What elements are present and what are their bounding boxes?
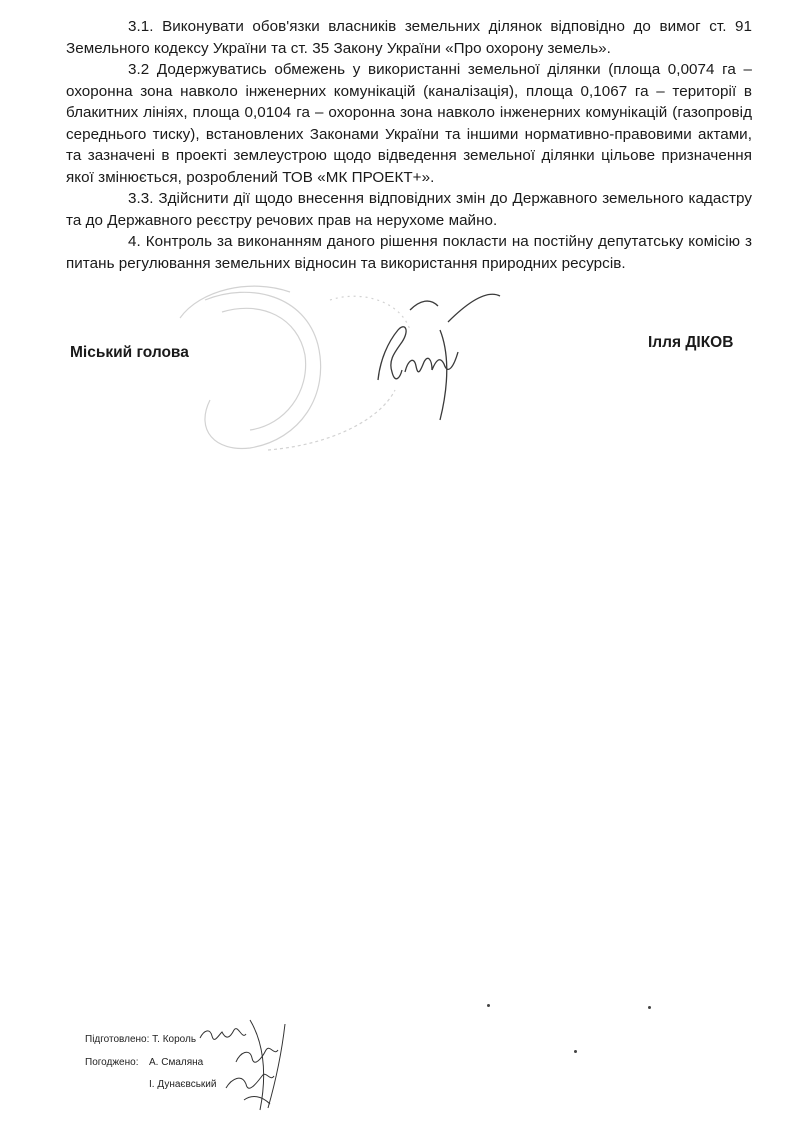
- scan-speck: [487, 1004, 490, 1007]
- footer-agreed: [85, 1057, 204, 1068]
- footer-initials: [200, 1020, 285, 1110]
- footer-agreed-second: [149, 1079, 216, 1090]
- faded-seal: [180, 286, 410, 450]
- agreed-name-2: І. Дунаєвський: [149, 1079, 217, 1090]
- signature-position: Міський голова: [70, 344, 189, 361]
- prepared-label: Підготовлено:: [85, 1034, 150, 1045]
- scan-speck: [648, 1006, 651, 1009]
- paragraph-3-2: 3.2 Додержуватись обмежень у використанні земельної ділянки (площа 0,0074 га – охоронна зона навколо інженерних комунікацій (каналізація), площа 0,1067 га – території в блакитних лініях, площа 0,0104 га – охоронна зона навколо інженерних комунікацій (газопровід середнього тиску), встановлених Законами України та іншими нормативно-правовими актами, та зазначені в проекті землеустрою щодо відведення земельної ділянки цільове призначення якої змінюється, розроблений ТОВ «МК ПРОЕКТ+».: [66, 61, 752, 186]
- paragraph-4: 4. Контроль за виконанням даного рішення покласти на постійну депутатську комісію з питань регулювання земельних відносин та використання природних ресурсів.: [66, 233, 752, 272]
- prepared-name: Т. Король: [152, 1034, 197, 1045]
- agreed-name-1: А. Смаляна: [149, 1057, 204, 1068]
- decision-body: [66, 16, 752, 274]
- signature-name: Ілля ДІКОВ: [648, 334, 734, 351]
- scan-speck: [574, 1050, 577, 1053]
- paragraph-3-3: 3.3. Здійснити дії щодо внесення відповідних змін до Державного земельного кадастру та до Державного реєстру речових прав на нерухоме майно.: [66, 190, 752, 229]
- paragraph-3-1: 3.1. Виконувати обов'язки власників земельних ділянок відповідно до вимог ст. 91 Земельного кодексу України та ст. 35 Закону України «Про охорону земель».: [66, 18, 752, 57]
- agreed-label: Погоджено:: [85, 1057, 139, 1068]
- mayor-signature: [378, 294, 500, 420]
- footer-prepared: [85, 1034, 196, 1045]
